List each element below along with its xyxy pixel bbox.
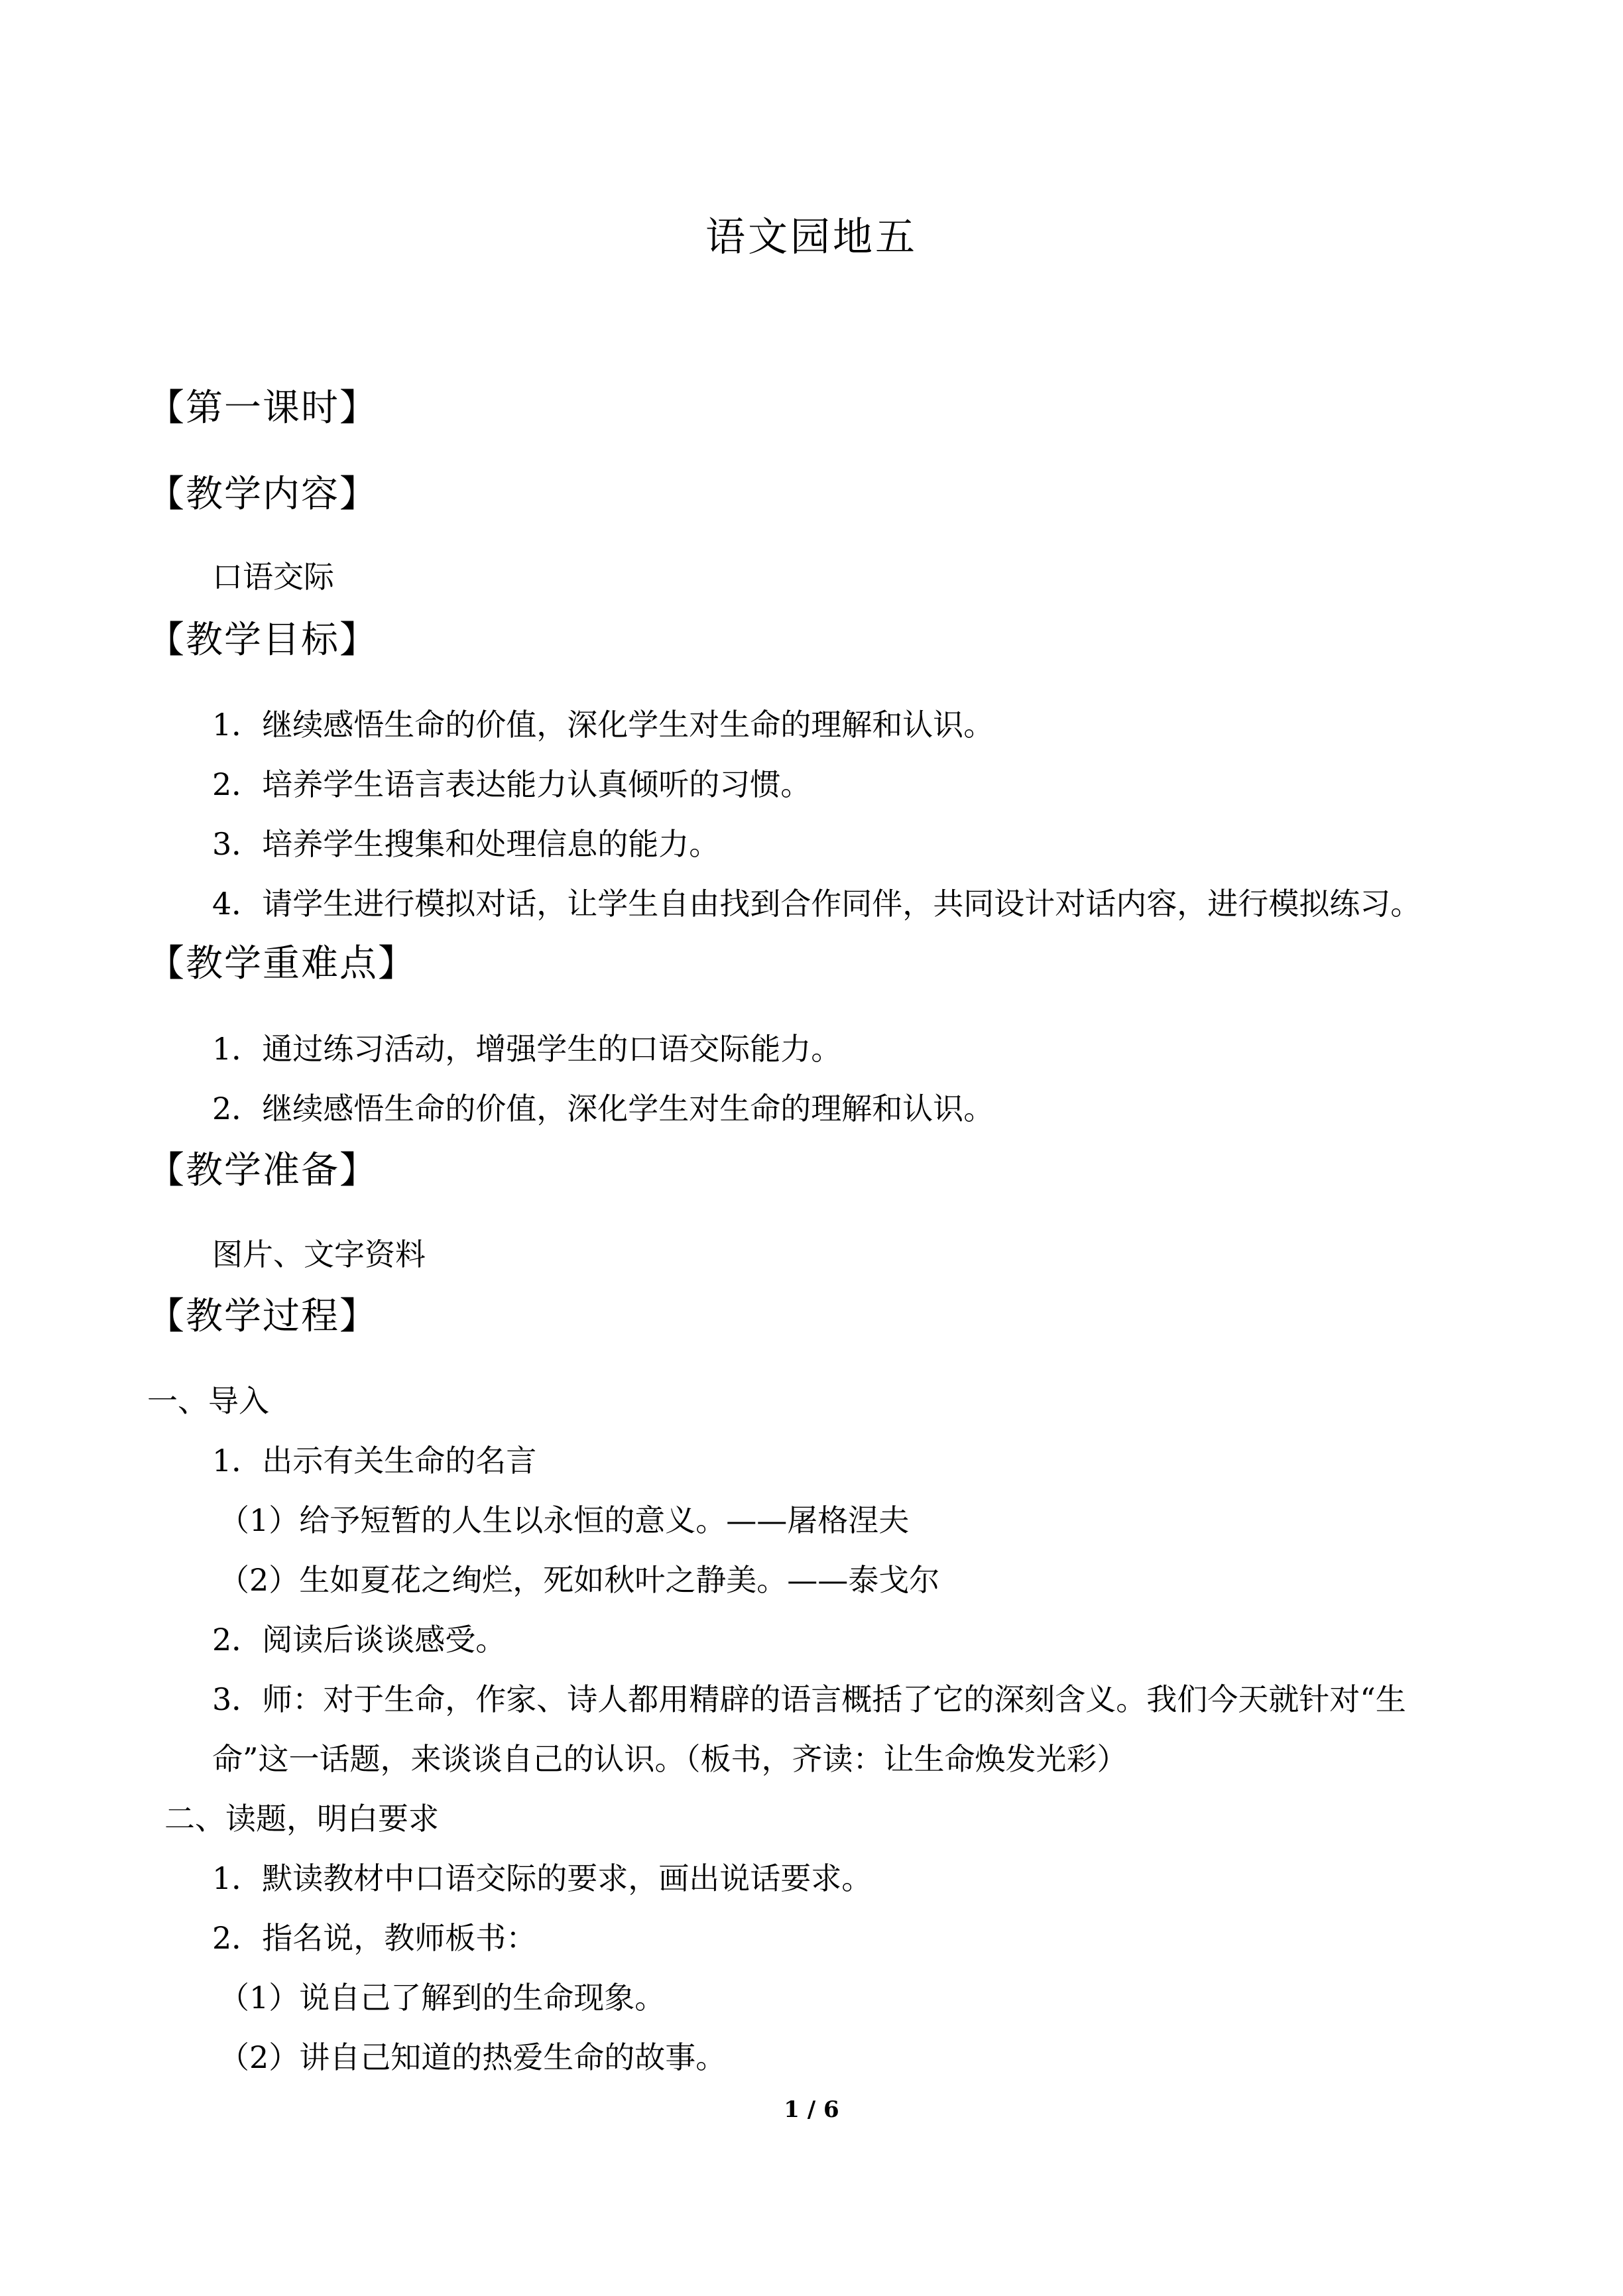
process-item: （2）讲自己知道的热爱生命的故事。 — [219, 2039, 727, 2075]
process-item: （2）生如夏花之绚烂，死如秋叶之静美。——泰戈尔 — [219, 1562, 940, 1598]
objective-item-3: 3．培养学生搜集和处理信息的能力。 — [212, 826, 720, 862]
process-item: 2．阅读后谈谈感受。 — [212, 1622, 507, 1658]
process-item: 2．指名说，教师板书： — [212, 1920, 537, 1956]
preparation-text: 图片、文字资料 — [212, 1237, 426, 1272]
content-text: 口语交际 — [212, 559, 334, 595]
process-item: 1．默读教材中口语交际的要求，画出说话要求。 — [212, 1860, 872, 1896]
process-item: （1）说自己了解到的生命现象。 — [219, 1980, 666, 2016]
key-point-item-2: 2．继续感悟生命的价值，深化学生对生命的理解和认识。 — [212, 1091, 994, 1126]
heading-key-points: 【教学重难点】 — [147, 942, 416, 985]
heading-lesson: 【第一课时】 — [147, 387, 378, 430]
heading-process: 【教学过程】 — [147, 1295, 378, 1338]
process-item: （1）给予短暂的人生以永恒的意义。——屠格涅夫 — [219, 1502, 910, 1538]
page-number: 1 / 6 — [784, 2096, 839, 2123]
objective-item-4: 4．请学生进行模拟对话，让学生自由找到合作同伴，共同设计对话内容，进行模拟练习。 — [212, 886, 1421, 922]
document-title: 语文园地五 — [705, 214, 918, 261]
key-point-item-1: 1．通过练习活动，增强学生的口语交际能力。 — [212, 1031, 842, 1067]
heading-content: 【教学内容】 — [147, 473, 378, 516]
objective-item-1: 1．继续感悟生命的价值，深化学生对生命的理解和认识。 — [212, 707, 994, 743]
process-item-continuation: 命”这一话题，来谈谈自己的认识。（板书，齐读：让生命焕发光彩） — [212, 1741, 1128, 1777]
objective-item-2: 2．培养学生语言表达能力认真倾听的习惯。 — [212, 766, 812, 802]
heading-objectives: 【教学目标】 — [147, 619, 378, 662]
process-section-2-title: 二、读题，明白要求 — [164, 1801, 439, 1837]
process-section-1-title: 一、导入 — [147, 1383, 269, 1419]
process-item: 3．师：对于生命，作家、诗人都用精辟的语言概括了它的深刻含义。我们今天就针对“生 — [212, 1681, 1406, 1717]
heading-preparation: 【教学准备】 — [147, 1149, 378, 1192]
process-item: 1．出示有关生命的名言 — [212, 1443, 537, 1479]
